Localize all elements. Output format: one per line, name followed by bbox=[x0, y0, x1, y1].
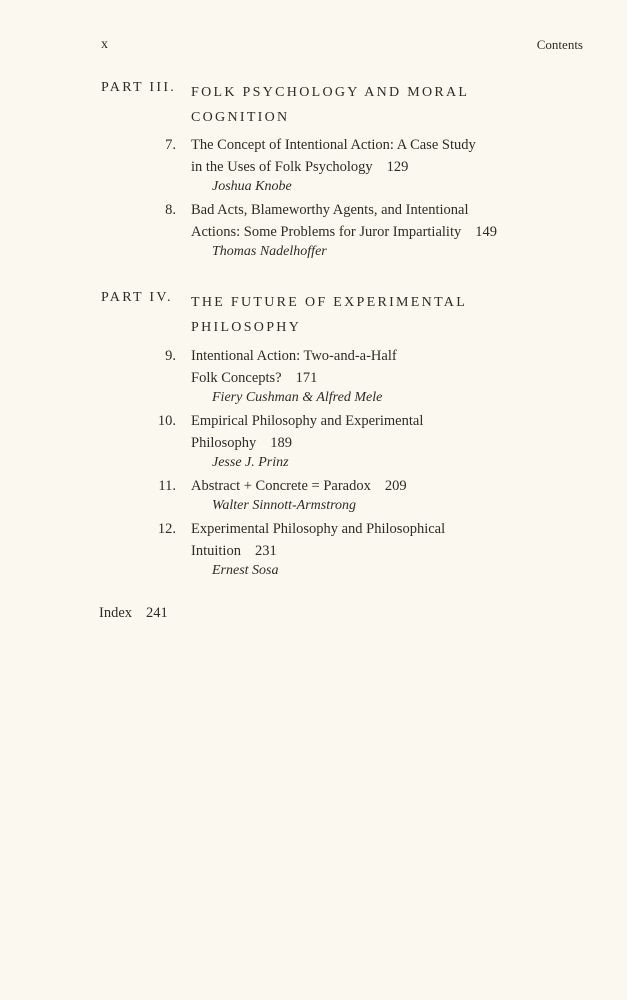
chapter-number: 12. bbox=[157, 521, 176, 537]
chapter-title-line1: Bad Acts, Blameworthy Agents, and Intentional bbox=[191, 202, 469, 218]
chapter-title bbox=[191, 411, 531, 454]
chapter-page: 149 bbox=[475, 223, 497, 240]
chapter-title bbox=[191, 135, 531, 178]
chapter-title-line2: Actions: Some Problems for Juror Impartiality bbox=[191, 223, 462, 240]
part-title: FOLK PSYCHOLOGY AND MORAL COGNITION bbox=[191, 85, 469, 125]
chapter-author: Jesse J. Prinz bbox=[212, 455, 289, 470]
chapter-title bbox=[191, 346, 531, 389]
chapter-number: 7. bbox=[165, 137, 176, 153]
chapter-title bbox=[191, 200, 591, 243]
chapter-author: Walter Sinnott-Armstrong bbox=[212, 498, 357, 513]
chapter-page: 231 bbox=[254, 542, 277, 559]
chapter-number: 8. bbox=[165, 202, 176, 218]
chapter-title bbox=[191, 476, 531, 498]
chapter-page: 129 bbox=[386, 158, 409, 175]
chapter-title bbox=[191, 519, 531, 562]
chapter-page: 171 bbox=[295, 369, 318, 386]
chapter-title-line1: Empirical Philosophy and Experimental bbox=[191, 413, 424, 429]
chapter-title-line2: Folk Concepts? bbox=[191, 369, 282, 386]
chapter-title-line1: Experimental Philosophy and Philosophical bbox=[191, 521, 446, 537]
chapter-title-line2: in the Uses of Folk Psychology bbox=[191, 158, 373, 175]
part-title: THE FUTURE OF EXPERIMENTAL PHILOSOPHY bbox=[191, 295, 467, 335]
chapter-page: 209 bbox=[384, 478, 407, 494]
chapter-author: Joshua Knobe bbox=[212, 179, 292, 194]
chapter-title-line1: Intentional Action: Two-and-a-Half bbox=[191, 348, 397, 364]
chapter-author: Thomas Nadelhoffer bbox=[212, 244, 327, 259]
chapter-title-line1: Abstract + Concrete = Paradox bbox=[191, 478, 371, 494]
chapter-title-line2: Philosophy bbox=[191, 434, 257, 451]
index-page: 241 bbox=[146, 605, 168, 621]
part-label: PART IV. bbox=[101, 290, 173, 305]
chapter-author: Ernest Sosa bbox=[212, 563, 279, 578]
chapter-page: 189 bbox=[270, 434, 293, 451]
chapter-title-line1: The Concept of Intentional Action: A Case Study bbox=[191, 137, 476, 153]
running-title: Contents bbox=[536, 37, 583, 52]
chapter-number: 9. bbox=[165, 348, 176, 364]
part-label: PART III. bbox=[101, 80, 177, 95]
chapter-author: Fiery Cushman & Alfred Mele bbox=[212, 390, 383, 405]
index-label: Index bbox=[99, 605, 133, 621]
chapter-title-line2: Intuition bbox=[191, 542, 241, 559]
chapter-number: 10. bbox=[157, 413, 176, 429]
toc-entry-index[interactable] bbox=[99, 605, 168, 622]
chapter-number: 11. bbox=[158, 478, 176, 494]
page-number: x bbox=[101, 37, 108, 52]
